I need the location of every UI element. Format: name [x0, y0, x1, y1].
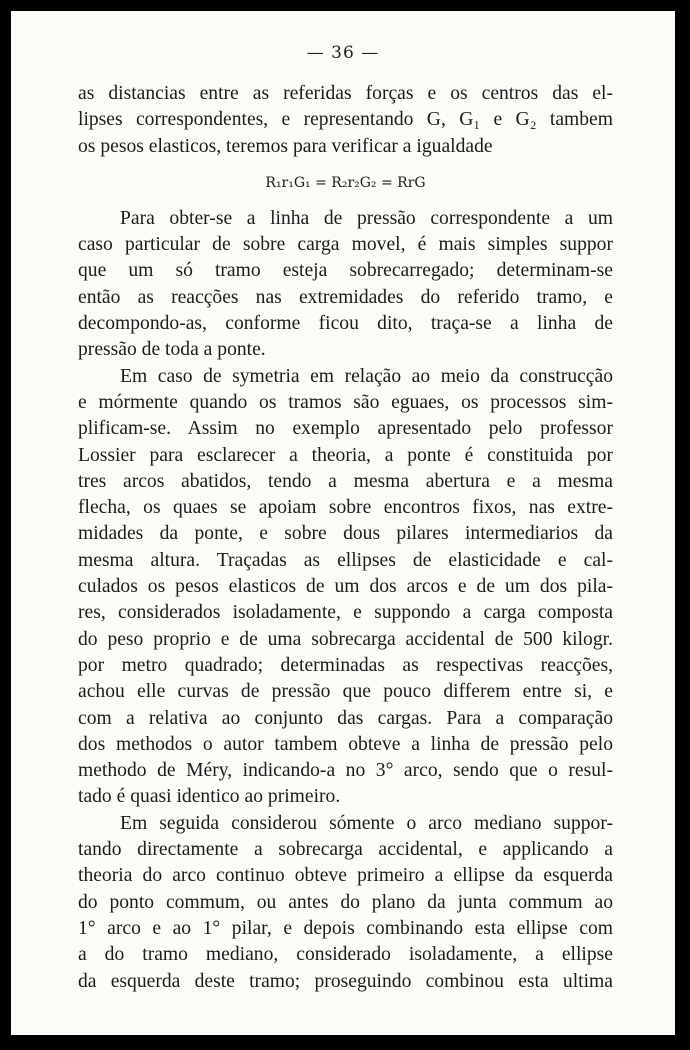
text-line: Em caso de symetria em relação ao meio da construcção	[120, 365, 613, 387]
text-line: tado é quasi identico ao primeiro.	[78, 786, 341, 808]
text-line: mesma altura. Traçadas as ellipses de elasticidade e cal-	[78, 549, 613, 571]
paragraph-4	[78, 811, 613, 995]
text-line: da esquerda deste tramo; proseguindo combinou esta ultima	[78, 970, 613, 992]
text-line: pressão de toda a ponte.	[78, 339, 266, 361]
text-line: 1° arco e ao 1° pilar, e depois combinando esta ellipse com	[78, 917, 613, 939]
paragraph-2	[78, 206, 613, 364]
book-page	[11, 11, 675, 1035]
text-line: tres arcos abatidos, tendo a mesma abertura e a mesma	[78, 470, 613, 492]
text-line: lipses correspondentes, e representando G, G₁ e G₂ tambem	[78, 109, 613, 131]
text-line: e mórmente quando os tramos são eguaes, os processos sim-	[78, 391, 613, 413]
text-line: com a relativa ao conjunto das cargas. Para a comparação	[78, 707, 613, 729]
text-line: Lossier para esclarecer a theoria, a ponte é constituida por	[78, 444, 613, 466]
text-line: culados os pesos elasticos de um dos arcos e de um dos pila-	[78, 576, 613, 598]
text-line: Para obter-se a linha de pressão correspondente a um	[120, 207, 613, 229]
text-line: flecha, os quaes se apoiam sobre encontros fixos, nas extre-	[78, 497, 613, 519]
text-line: a do tramo mediano, considerado isoladamente, a ellipse	[78, 944, 613, 966]
text-line: decompondo-as, conforme ficou dito, traça-se a linha de	[78, 313, 613, 335]
text-line: do peso proprio e de uma sobrecarga accidental de 500 kilogr.	[78, 628, 613, 650]
text-line: methodo de Méry, indicando-a no 3° arco, sendo que o resul-	[78, 760, 613, 782]
text-line: as distancias entre as referidas forças e os centros das el-	[78, 83, 613, 104]
text-line: do ponto commum, ou antes do plano da junta commum ao	[78, 891, 613, 913]
text-line: Em seguida considerou sómente o arco mediano suppor-	[120, 812, 613, 834]
text-line: res, considerados isoladamente, e suppondo a carga composta	[78, 602, 613, 624]
text-line: caso particular de sobre carga movel, é mais simples suppor	[78, 234, 613, 256]
text-line: tando directamente a sobrecarga accidental, e applicando a	[78, 839, 613, 861]
equation: R₁r₁G₁ = R₂r₂G₂ = RrG	[265, 174, 426, 191]
text-line: por metro quadrado; determinadas as respectivas reacções,	[78, 654, 613, 676]
text-line: dos methodos o autor tambem obteve a linha de pressão pelo	[78, 733, 613, 755]
text-line: que um só tramo esteja sobrecarregado; determinam-se	[78, 260, 613, 282]
text-line: theoria do arco continuo obteve primeiro a ellipse da esquerda	[78, 865, 613, 887]
paragraph-3	[78, 364, 613, 811]
text-line: midades da ponte, e sobre dous pilares intermediarios da	[78, 523, 613, 545]
paragraph-1	[78, 81, 613, 160]
text-line: os pesos elasticos, teremos para verificar a igualdade	[78, 135, 493, 157]
page-body	[78, 81, 613, 995]
text-line: plificam-se. Assim no exemplo apresentado pelo professor	[78, 418, 613, 440]
page-number: — 36 —	[306, 43, 380, 63]
text-line: então as reacções nas extremidades do referido tramo, e	[78, 286, 613, 308]
text-line: achou elle curvas de pressão que pouco differem entre si, e	[78, 681, 613, 703]
